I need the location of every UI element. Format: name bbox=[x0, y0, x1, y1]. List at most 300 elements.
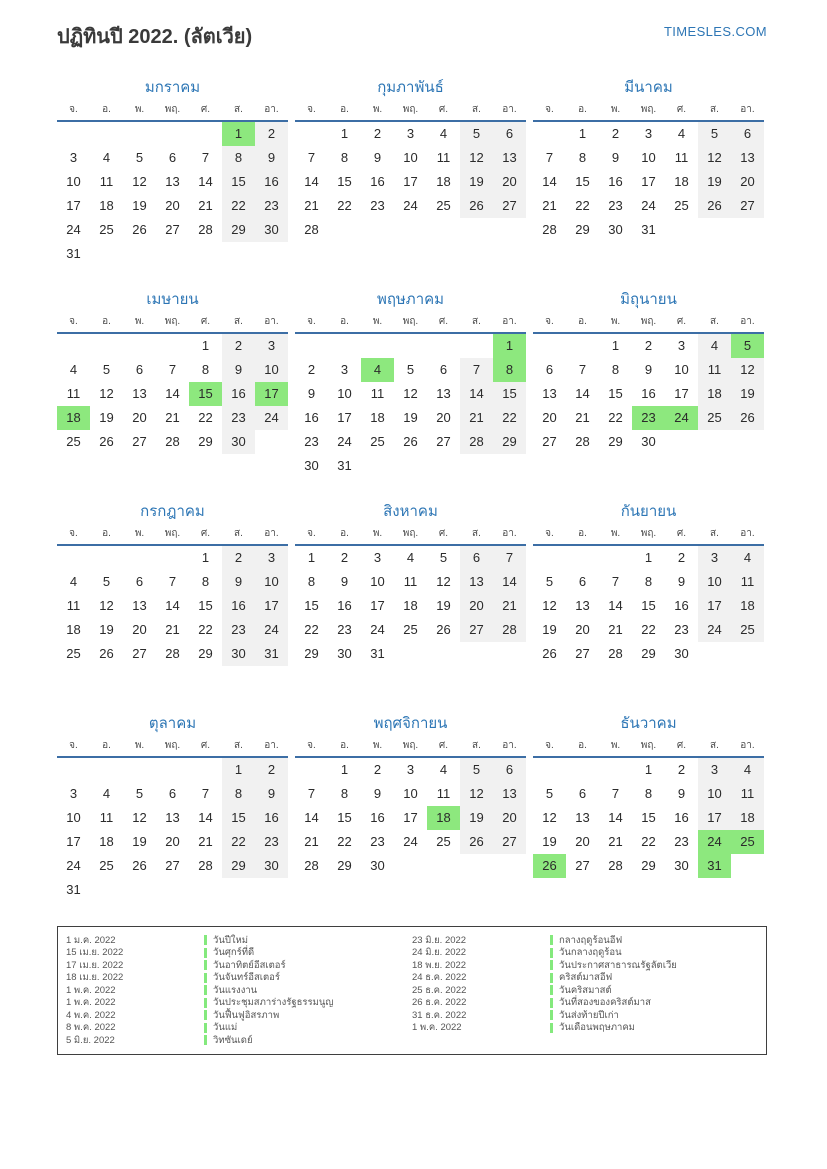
weekend-day-cell: 13 bbox=[731, 146, 764, 170]
page-header bbox=[0, 0, 827, 52]
weeks bbox=[533, 122, 764, 266]
day-cell: 25 bbox=[403, 622, 418, 637]
weekday-label: อ. bbox=[102, 316, 111, 327]
day-cell: 8 bbox=[340, 150, 349, 165]
weekday-label: ศ. bbox=[676, 104, 687, 115]
weekend-day-cell: 9 bbox=[255, 146, 288, 170]
weekend-day-cell: 16 bbox=[222, 382, 255, 406]
day-cell bbox=[295, 334, 328, 358]
week-row bbox=[57, 334, 288, 358]
day-cell: 9 bbox=[677, 786, 686, 801]
day-cell bbox=[533, 454, 566, 478]
day-cell: 1 bbox=[201, 550, 210, 565]
day-cell bbox=[90, 758, 123, 782]
day-cell: 1 bbox=[307, 550, 316, 565]
weekday-label: อา. bbox=[264, 104, 279, 115]
weeks bbox=[533, 546, 764, 690]
week-row bbox=[295, 430, 526, 454]
day-cell bbox=[566, 758, 599, 782]
day-cell bbox=[533, 334, 566, 358]
week-row bbox=[57, 854, 288, 878]
day-cell bbox=[493, 218, 526, 242]
day-cell bbox=[123, 242, 156, 266]
day-cell: 30 bbox=[370, 858, 385, 873]
weekend-day-cell: 6 bbox=[493, 758, 526, 782]
weekday-label: อา. bbox=[264, 528, 279, 539]
day-cell: 10 bbox=[337, 386, 352, 401]
day-cell: 15 bbox=[641, 810, 656, 825]
weekend-day-cell: 27 bbox=[493, 194, 526, 218]
day-cell: 25 bbox=[436, 198, 451, 213]
weeks bbox=[295, 546, 526, 690]
day-cell bbox=[731, 878, 764, 902]
day-cell: 13 bbox=[542, 386, 557, 401]
week-row bbox=[295, 194, 526, 218]
day-cell: 22 bbox=[608, 410, 623, 425]
weekday-label: จ. bbox=[307, 316, 316, 327]
day-cell: 15 bbox=[608, 386, 623, 401]
weekend-day-cell: 5 bbox=[460, 122, 493, 146]
weekday-label: พ. bbox=[610, 528, 621, 539]
day-cell bbox=[533, 758, 566, 782]
day-cell: 8 bbox=[201, 362, 210, 377]
weekend-day-cell: 10 bbox=[255, 358, 288, 382]
day-cell bbox=[698, 878, 731, 902]
day-cell bbox=[394, 334, 427, 358]
legend-holiday-name: วันส่งท้ายปีเก่า bbox=[559, 1009, 619, 1021]
day-cell bbox=[599, 666, 632, 690]
holiday-day-cell: 1 bbox=[222, 122, 255, 146]
week-row bbox=[57, 382, 288, 406]
week-row bbox=[295, 642, 526, 666]
weekend-day-cell: 15 bbox=[493, 382, 526, 406]
day-cell: 24 bbox=[370, 622, 385, 637]
day-cell bbox=[57, 334, 90, 358]
day-cell bbox=[493, 242, 526, 266]
day-cell: 29 bbox=[198, 434, 213, 449]
weeks bbox=[295, 334, 526, 478]
weekday-label: ส. bbox=[234, 104, 243, 115]
week-row bbox=[57, 782, 288, 806]
weekday-label: ส. bbox=[234, 528, 243, 539]
week-row bbox=[295, 546, 526, 570]
weekday-header-row bbox=[57, 738, 288, 758]
page-title: ปฏิทินปี 2022. (ลัตเวีย) bbox=[57, 26, 253, 48]
legend-holiday-name: วันแม่ bbox=[213, 1022, 238, 1034]
weekday-label: ส. bbox=[472, 104, 481, 115]
month-title: ตุลาคม bbox=[148, 715, 197, 732]
week-row bbox=[295, 806, 526, 830]
day-cell bbox=[632, 454, 665, 478]
day-cell: 1 bbox=[340, 126, 349, 141]
day-cell: 16 bbox=[337, 598, 352, 613]
day-cell: 8 bbox=[644, 786, 653, 801]
day-cell: 4 bbox=[69, 574, 78, 589]
legend-date: 1 พ.ค. 2022 bbox=[66, 984, 116, 996]
day-cell: 11 bbox=[66, 598, 81, 613]
day-cell: 24 bbox=[403, 834, 418, 849]
day-cell: 1 bbox=[201, 338, 210, 353]
day-cell: 31 bbox=[66, 882, 81, 897]
day-cell: 8 bbox=[644, 574, 653, 589]
day-cell: 23 bbox=[370, 834, 385, 849]
day-cell bbox=[156, 334, 189, 358]
day-cell bbox=[566, 546, 599, 570]
weekday-label: ศ. bbox=[200, 528, 211, 539]
day-cell: 4 bbox=[102, 786, 111, 801]
day-cell: 24 bbox=[66, 858, 81, 873]
day-cell: 10 bbox=[66, 810, 81, 825]
weekend-day-cell: 25 bbox=[731, 618, 764, 642]
day-cell: 28 bbox=[304, 858, 319, 873]
holiday-day-cell: 26 bbox=[533, 854, 566, 878]
weekend-day-cell: 3 bbox=[698, 546, 731, 570]
weekend-day-cell: 2 bbox=[255, 122, 288, 146]
day-cell bbox=[255, 430, 288, 454]
day-cell: 22 bbox=[198, 410, 213, 425]
weekday-label: พฤ. bbox=[402, 740, 419, 751]
site-link[interactable]: TIMESLES.COM bbox=[663, 24, 767, 39]
day-cell: 28 bbox=[165, 646, 180, 661]
day-cell: 6 bbox=[168, 150, 177, 165]
weekday-header-row bbox=[533, 102, 764, 122]
day-cell: 22 bbox=[337, 198, 352, 213]
weekend-day-cell: 10 bbox=[698, 782, 731, 806]
holiday-day-cell: 5 bbox=[731, 334, 764, 358]
day-cell: 18 bbox=[66, 622, 81, 637]
day-cell bbox=[328, 218, 361, 242]
day-cell: 20 bbox=[132, 622, 147, 637]
holiday-color-bar bbox=[204, 1035, 207, 1045]
weekday-label: พฤ. bbox=[402, 104, 419, 115]
holiday-color-bar bbox=[204, 948, 207, 958]
weekday-label: ส. bbox=[472, 316, 481, 327]
day-cell bbox=[533, 666, 566, 690]
day-cell: 31 bbox=[641, 222, 656, 237]
week-row bbox=[57, 194, 288, 218]
day-cell bbox=[533, 242, 566, 266]
day-cell: 13 bbox=[165, 810, 180, 825]
day-cell: 27 bbox=[132, 434, 147, 449]
weekend-day-cell: 24 bbox=[698, 618, 731, 642]
weekday-label: อ. bbox=[340, 316, 349, 327]
day-cell: 10 bbox=[674, 362, 689, 377]
weekend-day-cell: 7 bbox=[493, 546, 526, 570]
week-row bbox=[57, 546, 288, 570]
day-cell bbox=[665, 218, 698, 242]
day-cell bbox=[599, 454, 632, 478]
day-cell bbox=[361, 878, 394, 902]
weekday-header-row bbox=[533, 526, 764, 546]
weekday-label: ส. bbox=[472, 740, 481, 751]
day-cell bbox=[90, 242, 123, 266]
day-cell: 4 bbox=[677, 126, 686, 141]
day-cell: 1 bbox=[644, 762, 653, 777]
legend-date: 18 เม.ย. 2022 bbox=[66, 972, 124, 984]
month-title: พฤษภาคม bbox=[376, 291, 445, 308]
weekend-day-cell: 5 bbox=[698, 122, 731, 146]
holiday-day-cell: 24 bbox=[698, 830, 731, 854]
weekday-label: ส. bbox=[710, 528, 719, 539]
day-cell: 26 bbox=[403, 434, 418, 449]
day-cell bbox=[460, 642, 493, 666]
day-cell: 6 bbox=[135, 362, 144, 377]
weekend-day-cell: 4 bbox=[731, 758, 764, 782]
day-cell: 14 bbox=[304, 810, 319, 825]
month-title: กันยายน bbox=[620, 503, 677, 520]
weekend-day-cell: 12 bbox=[460, 782, 493, 806]
day-cell: 27 bbox=[165, 222, 180, 237]
day-cell: 28 bbox=[198, 858, 213, 873]
day-cell bbox=[394, 454, 427, 478]
weekday-label: จ. bbox=[307, 528, 316, 539]
day-cell bbox=[493, 666, 526, 690]
month-2 bbox=[295, 78, 526, 266]
weekend-day-cell: 6 bbox=[493, 122, 526, 146]
day-cell: 19 bbox=[99, 410, 114, 425]
weekday-label: ศ. bbox=[438, 316, 449, 327]
day-cell bbox=[123, 334, 156, 358]
week-row bbox=[533, 122, 764, 146]
day-cell bbox=[255, 242, 288, 266]
holiday-color-bar bbox=[550, 1010, 553, 1020]
day-cell: 2 bbox=[373, 762, 382, 777]
day-cell: 17 bbox=[66, 834, 81, 849]
day-cell: 14 bbox=[608, 810, 623, 825]
month-7 bbox=[57, 502, 288, 690]
legend-date: 4 พ.ค. 2022 bbox=[66, 1009, 116, 1021]
week-row bbox=[295, 406, 526, 430]
day-cell bbox=[295, 122, 328, 146]
day-cell: 21 bbox=[304, 198, 319, 213]
day-cell: 27 bbox=[575, 858, 590, 873]
day-cell bbox=[427, 242, 460, 266]
day-cell: 14 bbox=[198, 174, 213, 189]
day-cell: 31 bbox=[370, 646, 385, 661]
day-cell: 28 bbox=[165, 434, 180, 449]
legend-row bbox=[412, 1022, 758, 1035]
week-row bbox=[295, 758, 526, 782]
week-row bbox=[533, 382, 764, 406]
day-cell bbox=[222, 666, 255, 690]
day-cell: 9 bbox=[373, 150, 382, 165]
day-cell bbox=[123, 122, 156, 146]
weekend-day-cell: 21 bbox=[460, 406, 493, 430]
weekend-day-cell: 29 bbox=[493, 430, 526, 454]
day-cell bbox=[427, 454, 460, 478]
weekend-day-cell: 14 bbox=[460, 382, 493, 406]
day-cell bbox=[460, 878, 493, 902]
day-cell bbox=[328, 334, 361, 358]
day-cell: 20 bbox=[165, 198, 180, 213]
weekend-day-cell: 31 bbox=[255, 642, 288, 666]
day-cell: 9 bbox=[373, 786, 382, 801]
legend-holiday-name: วันปีใหม่ bbox=[213, 934, 249, 946]
day-cell: 25 bbox=[99, 222, 114, 237]
day-cell bbox=[222, 454, 255, 478]
legend-row bbox=[66, 1034, 412, 1047]
day-cell bbox=[57, 666, 90, 690]
day-cell bbox=[361, 242, 394, 266]
day-cell bbox=[361, 218, 394, 242]
holiday-color-bar bbox=[550, 973, 553, 983]
weekday-label: อ. bbox=[340, 528, 349, 539]
weekend-day-cell: 16 bbox=[255, 806, 288, 830]
week-row bbox=[533, 358, 764, 382]
weekday-label: อา. bbox=[740, 316, 755, 327]
weekend-day-cell: 6 bbox=[731, 122, 764, 146]
day-cell bbox=[90, 666, 123, 690]
day-cell: 3 bbox=[69, 150, 78, 165]
day-cell bbox=[90, 878, 123, 902]
week-row bbox=[295, 878, 526, 902]
day-cell bbox=[361, 454, 394, 478]
day-cell bbox=[460, 454, 493, 478]
week-row bbox=[533, 546, 764, 570]
legend-holiday-name: วันอาทิตย์อีสเตอร์ bbox=[213, 959, 286, 971]
day-cell bbox=[731, 430, 764, 454]
week-row bbox=[295, 242, 526, 266]
day-cell: 20 bbox=[542, 410, 557, 425]
weekend-day-cell: 18 bbox=[698, 382, 731, 406]
week-row bbox=[57, 642, 288, 666]
weekday-header-row bbox=[295, 102, 526, 122]
holiday-color-bar bbox=[550, 948, 553, 958]
legend-date: 24 มิ.ย. 2022 bbox=[412, 947, 467, 959]
weekend-day-cell: 16 bbox=[255, 170, 288, 194]
day-cell: 17 bbox=[370, 598, 385, 613]
weekday-label: พฤ. bbox=[640, 104, 657, 115]
weekday-label: ศ. bbox=[200, 316, 211, 327]
day-cell bbox=[90, 334, 123, 358]
weekend-day-cell: 23 bbox=[222, 406, 255, 430]
legend-date: 18 พ.ย. 2022 bbox=[412, 959, 467, 971]
day-cell: 7 bbox=[578, 362, 587, 377]
week-row bbox=[295, 382, 526, 406]
day-cell: 30 bbox=[674, 858, 689, 873]
weekday-label: ศ. bbox=[676, 740, 687, 751]
month-title: กุมภาพันธ์ bbox=[377, 79, 444, 96]
holiday-day-cell: 15 bbox=[189, 382, 222, 406]
day-cell: 28 bbox=[608, 858, 623, 873]
day-cell bbox=[698, 218, 731, 242]
day-cell: 25 bbox=[370, 434, 385, 449]
weekend-day-cell: 27 bbox=[731, 194, 764, 218]
week-row bbox=[295, 334, 526, 358]
day-cell: 7 bbox=[168, 362, 177, 377]
day-cell: 1 bbox=[578, 126, 587, 141]
day-cell: 23 bbox=[608, 198, 623, 213]
legend-holiday-name: กลางฤดูร้อนอีฟ bbox=[559, 934, 623, 946]
weekday-label: พฤ. bbox=[402, 528, 419, 539]
weekend-day-cell: 28 bbox=[493, 618, 526, 642]
weekday-label: อา. bbox=[502, 740, 517, 751]
weekday-label: ส. bbox=[710, 104, 719, 115]
day-cell: 23 bbox=[674, 834, 689, 849]
day-cell bbox=[328, 666, 361, 690]
weekend-day-cell: 13 bbox=[460, 570, 493, 594]
day-cell: 26 bbox=[132, 858, 147, 873]
weeks bbox=[533, 334, 764, 478]
day-cell: 29 bbox=[304, 646, 319, 661]
holiday-day-cell: 23 bbox=[632, 406, 665, 430]
week-row bbox=[295, 854, 526, 878]
week-row bbox=[57, 242, 288, 266]
day-cell: 2 bbox=[340, 550, 349, 565]
day-cell: 21 bbox=[608, 834, 623, 849]
day-cell: 15 bbox=[304, 598, 319, 613]
day-cell bbox=[460, 666, 493, 690]
day-cell bbox=[123, 546, 156, 570]
day-cell: 24 bbox=[66, 222, 81, 237]
day-cell: 8 bbox=[340, 786, 349, 801]
holiday-color-bar bbox=[204, 935, 207, 945]
day-cell bbox=[493, 642, 526, 666]
holiday-color-bar bbox=[204, 998, 207, 1008]
weekday-label: ศ. bbox=[438, 104, 449, 115]
day-cell: 26 bbox=[436, 622, 451, 637]
legend-left-column bbox=[66, 934, 412, 1047]
day-cell bbox=[156, 878, 189, 902]
weekday-label: จ. bbox=[69, 740, 78, 751]
day-cell: 4 bbox=[102, 150, 111, 165]
weekday-label: พ. bbox=[134, 740, 145, 751]
day-cell: 3 bbox=[677, 338, 686, 353]
weekday-label: จ. bbox=[69, 528, 78, 539]
weekend-day-cell: 11 bbox=[731, 782, 764, 806]
day-cell bbox=[533, 122, 566, 146]
day-cell: 6 bbox=[578, 574, 587, 589]
week-row bbox=[57, 758, 288, 782]
weekend-day-cell: 29 bbox=[222, 854, 255, 878]
day-cell: 14 bbox=[165, 598, 180, 613]
legend-holiday-name: วันประชุมสภาร่างรัฐธรรมนูญ bbox=[213, 997, 334, 1009]
weekday-label: จ. bbox=[545, 104, 554, 115]
day-cell bbox=[156, 666, 189, 690]
weekend-day-cell: 19 bbox=[731, 382, 764, 406]
weekday-label: พ. bbox=[372, 316, 383, 327]
day-cell bbox=[427, 642, 460, 666]
day-cell bbox=[493, 854, 526, 878]
weekend-day-cell: 29 bbox=[222, 218, 255, 242]
weekend-day-cell: 9 bbox=[255, 782, 288, 806]
day-cell: 29 bbox=[608, 434, 623, 449]
day-cell: 24 bbox=[403, 198, 418, 213]
day-cell bbox=[665, 430, 698, 454]
day-cell: 5 bbox=[135, 786, 144, 801]
day-cell bbox=[255, 878, 288, 902]
legend-date: 5 มิ.ย. 2022 bbox=[66, 1034, 115, 1046]
day-cell: 28 bbox=[575, 434, 590, 449]
day-cell: 22 bbox=[641, 834, 656, 849]
day-cell: 7 bbox=[611, 574, 620, 589]
day-cell bbox=[731, 242, 764, 266]
day-cell: 5 bbox=[439, 550, 448, 565]
day-cell: 28 bbox=[198, 222, 213, 237]
day-cell: 10 bbox=[66, 174, 81, 189]
day-cell bbox=[698, 454, 731, 478]
day-cell bbox=[731, 666, 764, 690]
weekend-day-cell: 20 bbox=[493, 806, 526, 830]
weekend-day-cell: 2 bbox=[255, 758, 288, 782]
weekend-day-cell: 19 bbox=[698, 170, 731, 194]
legend-holiday-name: วันฟื้นฟูอิสรภาพ bbox=[213, 1009, 280, 1021]
legend-date: 17 เม.ย. 2022 bbox=[66, 959, 124, 971]
weekday-header-row bbox=[295, 526, 526, 546]
day-cell: 18 bbox=[403, 598, 418, 613]
legend-holiday-name: วันคริสมาสต์ bbox=[559, 984, 612, 996]
legend-date: 15 เม.ย. 2022 bbox=[66, 947, 124, 959]
